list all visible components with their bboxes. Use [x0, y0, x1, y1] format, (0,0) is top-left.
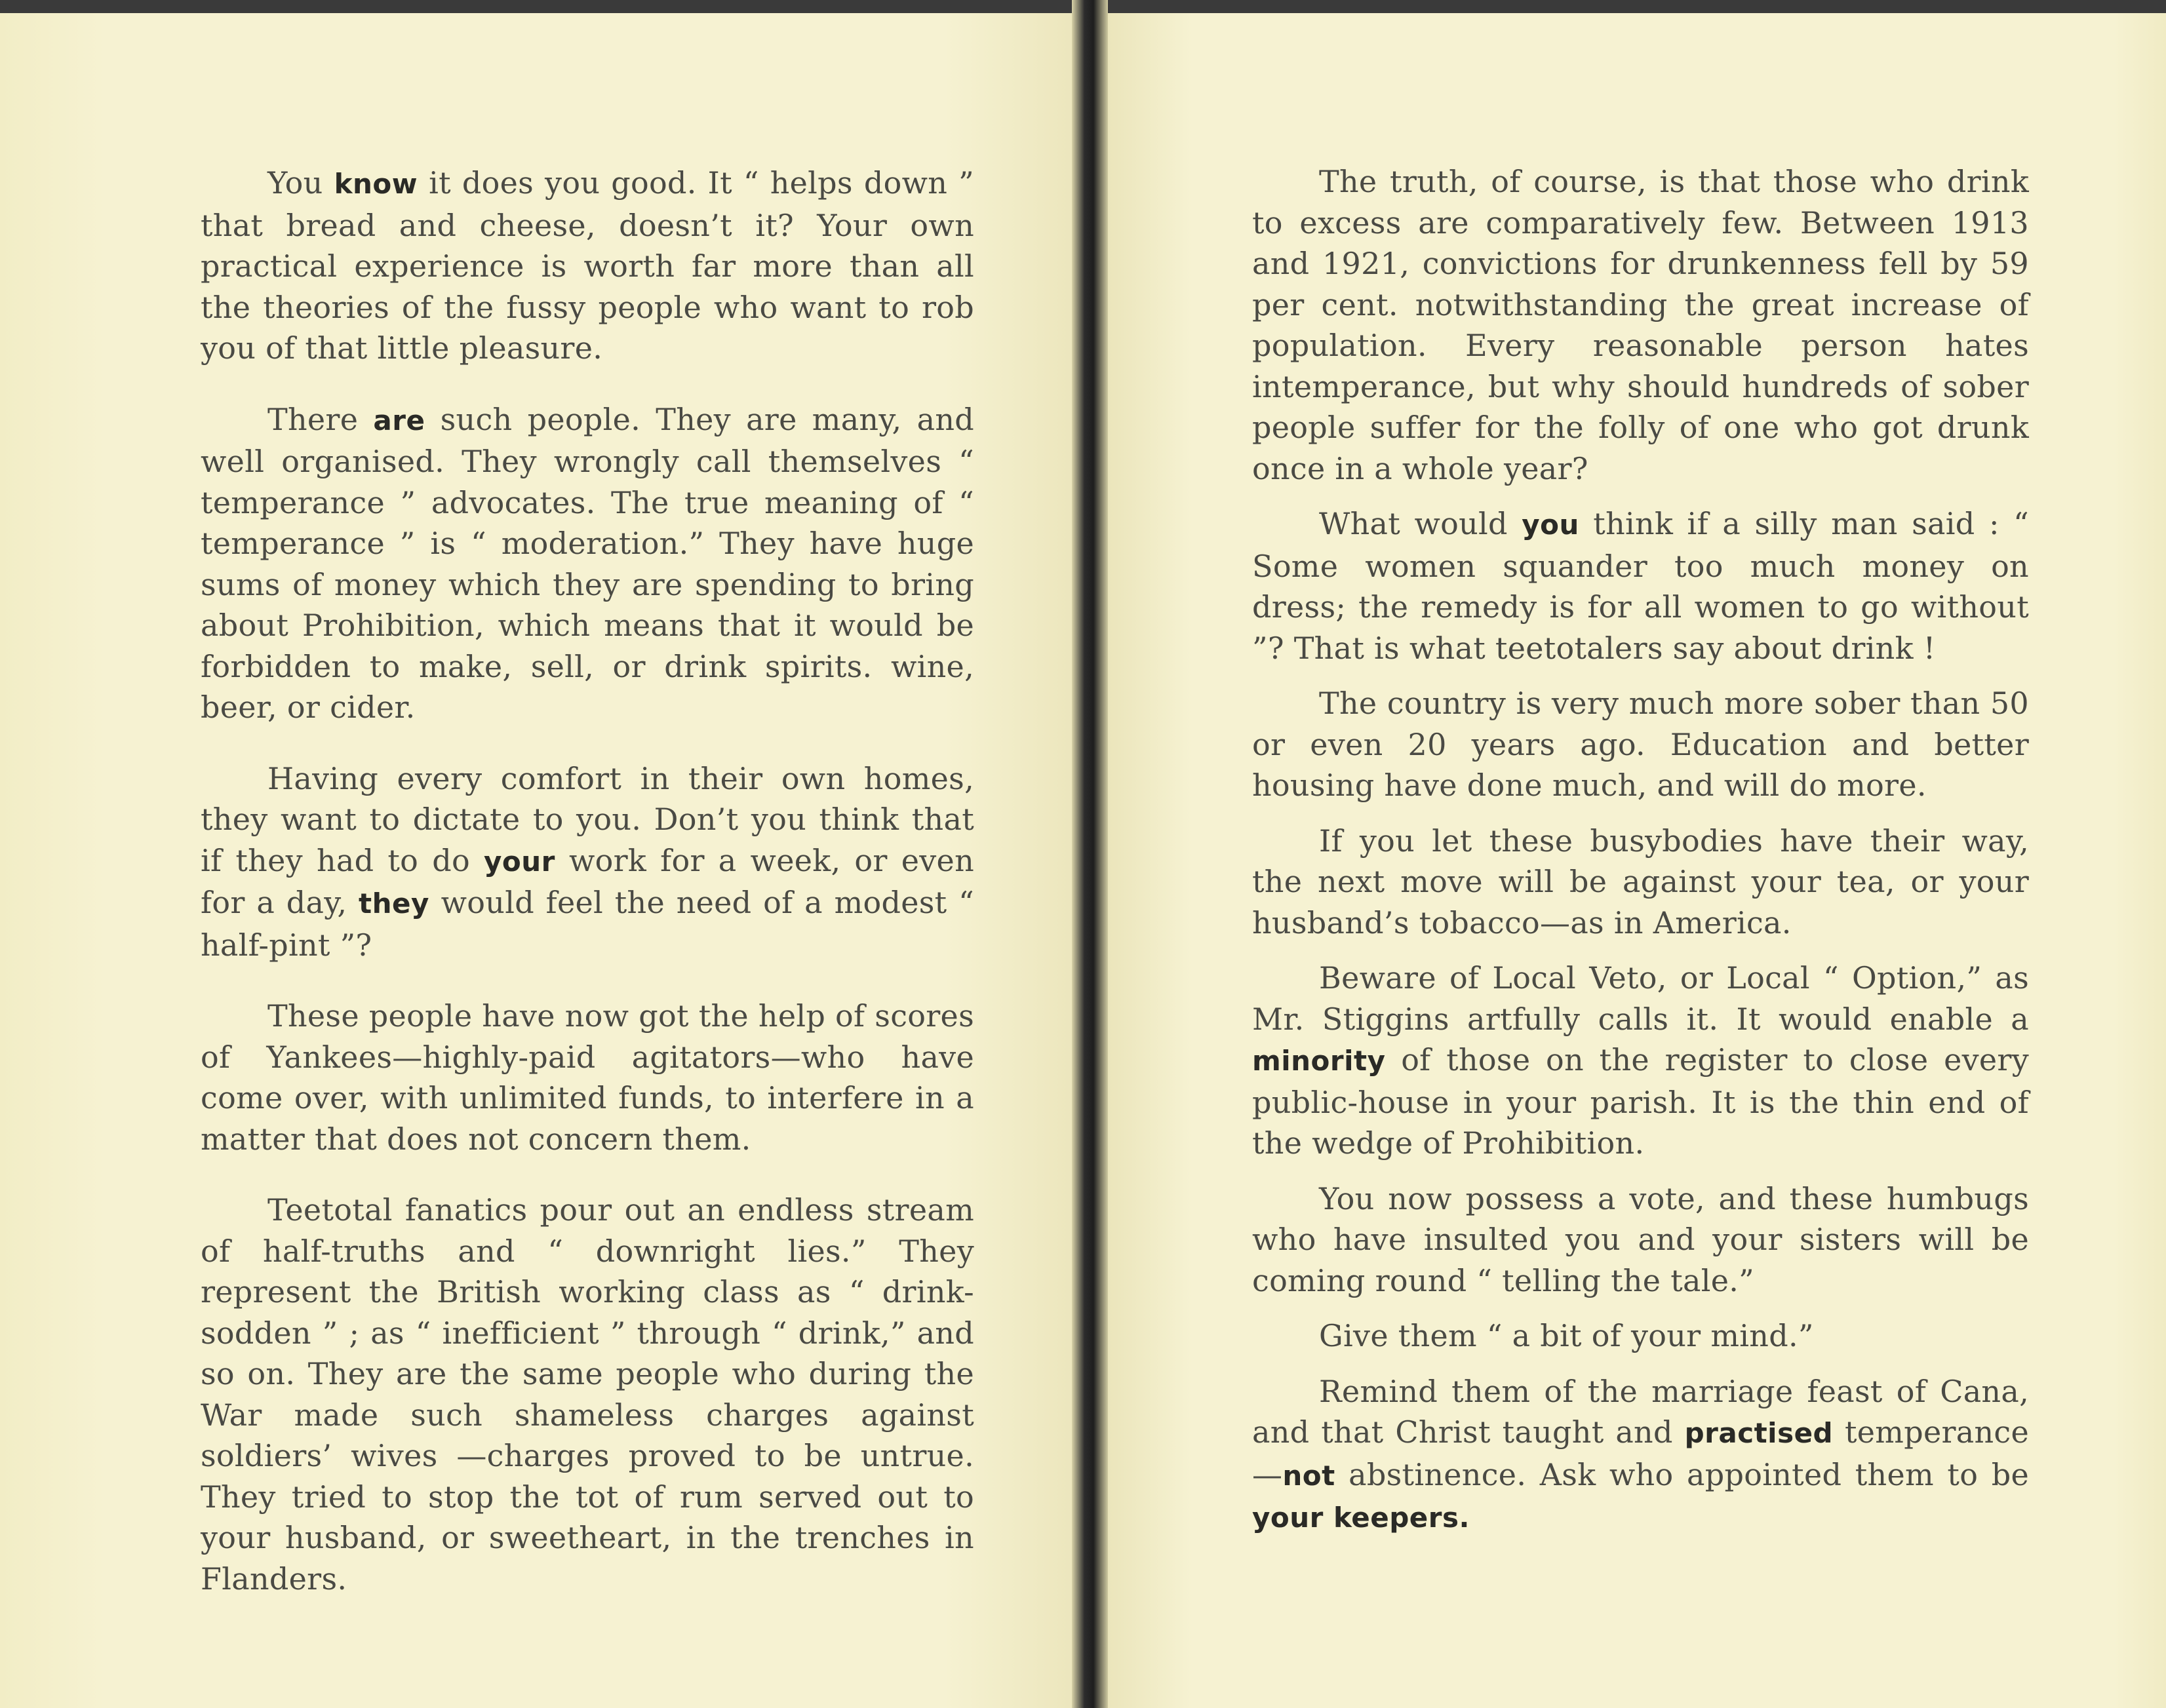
emphasis-text: are — [373, 404, 425, 437]
body-text: would feel the need of a modest “ half-pint ”? — [201, 885, 974, 963]
body-text: work for a week, or even for a day, — [201, 842, 975, 920]
left-page-text — [201, 163, 974, 1629]
body-text: These people have now got the help of scores of Yankees—highly-paid agitators—who have come over, with unlimited funds, to interfere in a matter that does not concern them. — [201, 998, 974, 1157]
body-text: it does you good. It “ helps down ” that bread and cheese, doesn’t it? Your own practical experience is worth far more than all the theories of the fussy people who want to rob you of that little pleasure. — [201, 165, 974, 366]
paragraph — [1252, 503, 2029, 669]
emphasis-text: your — [484, 845, 555, 878]
body-text: The truth, of course, is that those who drink to excess are comparatively few. Between 1913 and 1921, convictions for drunkenness fell by 59 per cent. notwithstanding the great increase of population. Every reasonable person hates intemperance, but why should hundreds of sober people suffer for the folly of one who got drunk once in a whole year? — [1252, 164, 2029, 486]
body-text: There — [267, 401, 374, 437]
emphasis-text: you — [1522, 509, 1579, 541]
body-text: temperance— — [1252, 1414, 2029, 1492]
paragraph — [1252, 683, 2029, 806]
body-text: The country is very much more sober than 50 or even 20 years ago. Education and better housing have done much, and will do more. — [1252, 686, 2029, 803]
emphasis-text: practised — [1684, 1417, 1834, 1449]
emphasis-text: not — [1282, 1459, 1335, 1492]
paragraph — [201, 758, 974, 966]
emphasis-text: minority — [1252, 1045, 1386, 1077]
emphasis-text: know — [334, 168, 418, 200]
body-text: If you let these busybodies have their way, the next move will be against your tea, or your husband’s tobacco—as in America. — [1252, 823, 2029, 941]
body-text: of those on the register to close every public-house in your parish. It is the thin end of the wedge of Prohibition. — [1252, 1042, 2029, 1161]
right-page-text — [1252, 161, 2029, 1553]
body-text: Remind them of the marriage feast of Cana, and that Christ taught and — [1252, 1373, 2029, 1450]
body-text: Give them “ a bit of your mind.” — [1319, 1318, 1814, 1353]
book-gutter — [1072, 0, 1108, 1708]
paragraph — [1252, 161, 2029, 489]
paragraph — [1252, 1178, 2029, 1302]
emphasis-text: your keepers. — [1252, 1502, 1470, 1534]
paragraph — [201, 163, 974, 369]
emphasis-text: they — [359, 887, 429, 920]
paragraph — [201, 1190, 974, 1599]
paragraph — [1252, 958, 2029, 1164]
paragraph — [1252, 1371, 2029, 1539]
paragraph — [201, 399, 974, 728]
body-text: abstinence. Ask who appointed them to be — [1335, 1456, 2029, 1492]
paragraph — [1252, 1315, 2029, 1357]
body-text: You — [267, 165, 334, 201]
paragraph — [201, 996, 974, 1159]
body-text: such people. They are many, and well organised. They wrongly call themselves “ temperance ” advocates. The true meaning of “ temperance ” is “ moderation.” They have huge sums of money which they are spending to bring about Prohibition, which means that it would be forbidden to make, sell, or drink spirits. wine, beer, or cider. — [201, 401, 974, 725]
body-text: Beware of Local Veto, or Local “ Option,” as Mr. Stiggins artfully calls it. It would enable a — [1252, 960, 2029, 1037]
body-text: Having every comfort in their own homes, they want to dictate to you. Don’t you think that if they had to do — [201, 760, 974, 878]
body-text: What would — [1319, 506, 1522, 541]
body-text: think if a silly man said : “ Some women squander too much money on dress; the remedy is for all women to go without ”? That is what teetotalers say about drink ! — [1252, 506, 2029, 666]
body-text: Teetotal fanatics pour out an endless stream of half-truths and “ downright lies.” They represent the British working class as “ drink-sodden ” ; as “ inefficient ” through “ drink,” and so on. They are the same people who during the War made such shameless charges against soldiers’ wives —charges proved to be untrue. They tried to stop the tot of rum served out to your husband, or sweetheart, in the trenches in Flanders. — [201, 1192, 974, 1597]
body-text: You now possess a vote, and these humbugs who have insulted you and your sisters will be coming round “ telling the tale.” — [1252, 1180, 2029, 1298]
paragraph — [1252, 821, 2029, 944]
